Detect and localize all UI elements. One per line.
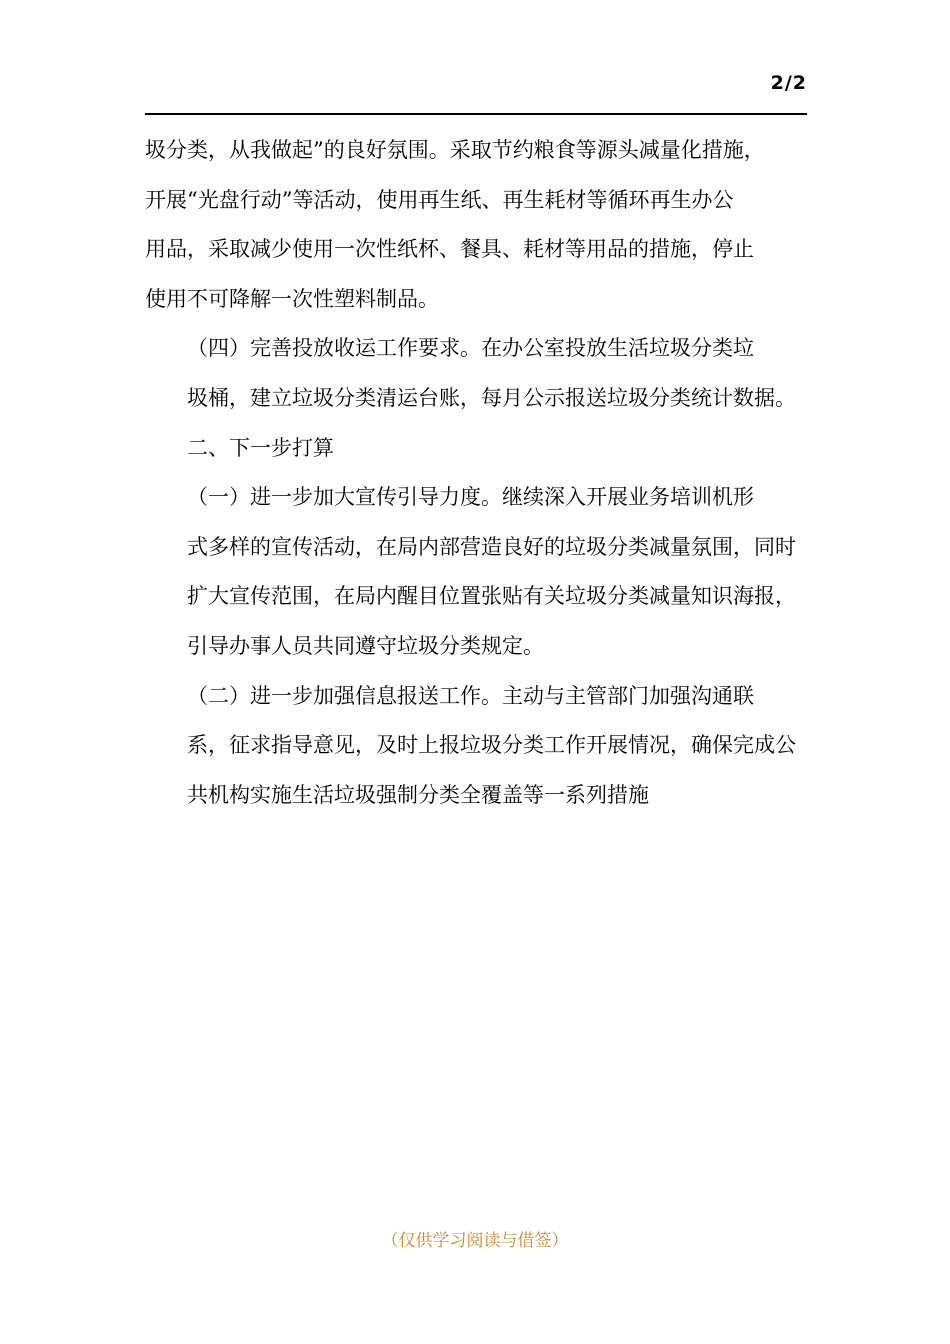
- paragraph-next-step-1: [145, 473, 807, 671]
- text-line: （四）完善投放收运工作要求。在办公室投放生活垃圾分类垃: [187, 336, 754, 361]
- text-line: 共机构实施生活垃圾强制分类全覆盖等一系列措施: [187, 782, 649, 807]
- heading-line: 二、下一步打算: [187, 435, 334, 460]
- page-number: 2/2: [770, 72, 807, 94]
- text-line: 使用不可降解一次性塑料制品。: [145, 286, 439, 311]
- text-line: 扩大宣传范围，在局内醒目位置张贴有关垃圾分类减量知识海报，: [187, 584, 796, 609]
- paragraph-next-step-2: [145, 672, 807, 821]
- text-line: 用品，采取减少使用一次性纸杯、餐具、耗材等用品的措施，停止: [145, 237, 754, 262]
- paragraph-section-4: [145, 324, 807, 423]
- text-line: （二）进一步加强信息报送工作。主动与主管部门加强沟通联: [187, 683, 754, 708]
- text-line: 圾桶，建立垃圾分类清运台账，每月公示报送垃圾分类统计数据。: [187, 385, 796, 410]
- text-line: 圾分类，从我做起”的良好氛围。采取节约粮食等源头减量化措施，: [145, 138, 765, 162]
- text-line: 引导办事人员共同遵守垃圾分类规定。: [187, 633, 544, 658]
- header-rule: [145, 113, 807, 115]
- text-line: 系，征求指导意见，及时上报垃圾分类工作开展情况，确保完成公: [187, 733, 796, 758]
- section-heading-next-steps: [145, 424, 807, 474]
- text-line: 开展“光盘行动”等活动，使用再生纸、再生耗材等循环再生办公: [145, 187, 734, 212]
- footer-note: （仅供学习阅读与借签）: [381, 1231, 569, 1251]
- body-text: [145, 126, 807, 820]
- paragraph-continuation: [145, 126, 807, 324]
- text-line: 式多样的宣传活动，在局内部营造良好的垃圾分类减量氛围，同时: [187, 534, 796, 559]
- text-line: （一）进一步加大宣传引导力度。继续深入开展业务培训机形: [187, 485, 754, 510]
